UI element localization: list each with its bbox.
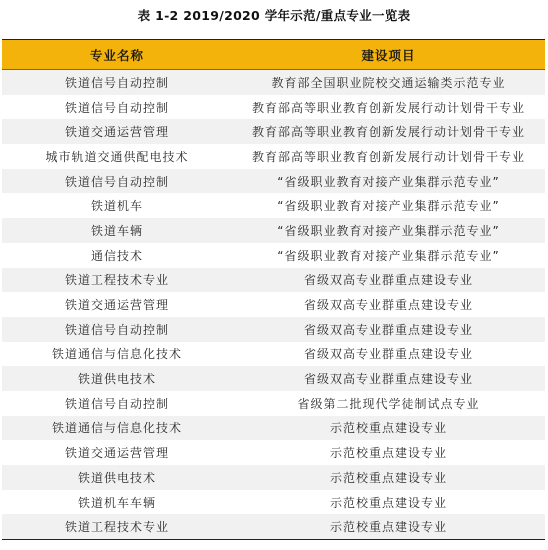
cell-specialty-name: 铁道信号自动控制 xyxy=(64,322,169,337)
cell-construction-project: 教育部高等职业教育创新发展行动计划骨干专业 xyxy=(251,125,525,140)
table-row xyxy=(2,440,545,465)
cell-specialty-name: 铁道通信与信息化技术 xyxy=(51,347,182,362)
cell-construction-project: 省级双高专业群重点建设专业 xyxy=(303,273,473,288)
cell-specialty-name: 铁道信号自动控制 xyxy=(64,174,169,189)
cell-specialty-name: 铁道交通运营管理 xyxy=(64,446,169,461)
cell-construction-project: “省级职业教育对接产业集群示范专业” xyxy=(277,199,500,214)
specialty-table xyxy=(2,39,545,540)
cell-specialty-name: 铁道交通运营管理 xyxy=(64,298,169,313)
cell-specialty-name: 铁道机车 xyxy=(90,199,143,214)
cell-construction-project: 省级双高专业群重点建设专业 xyxy=(303,322,473,337)
table-row xyxy=(2,193,545,218)
cell-specialty-name: 铁道信号自动控制 xyxy=(64,100,169,115)
header-specialty-name: 专业名称 xyxy=(89,47,144,63)
table-row xyxy=(2,366,545,391)
table-row xyxy=(2,218,545,243)
table-row xyxy=(2,342,545,367)
cell-construction-project: “省级职业教育对接产业集群示范专业” xyxy=(277,248,500,263)
cell-specialty-name: 铁道车辆 xyxy=(90,223,143,238)
table-row xyxy=(2,70,545,95)
table-row xyxy=(2,490,545,515)
cell-construction-project: 示范校重点建设专业 xyxy=(329,421,447,436)
cell-construction-project: 省级双高专业群重点建设专业 xyxy=(303,347,473,362)
cell-specialty-name: 铁道工程技术专业 xyxy=(64,273,169,288)
header-construction-project: 建设项目 xyxy=(361,47,416,63)
cell-construction-project: 教育部高等职业教育创新发展行动计划骨干专业 xyxy=(251,100,525,115)
cell-specialty-name: 铁道工程技术专业 xyxy=(64,520,169,535)
cell-construction-project: 省级双高专业群重点建设专业 xyxy=(303,372,473,387)
table-row xyxy=(2,465,545,490)
table-row xyxy=(2,416,545,441)
table-row xyxy=(2,169,545,194)
cell-construction-project: 教育部全国职业院校交通运输类示范专业 xyxy=(271,75,506,90)
table-row xyxy=(2,144,545,169)
cell-specialty-name: 铁道信号自动控制 xyxy=(64,396,169,411)
cell-construction-project: 示范校重点建设专业 xyxy=(329,446,447,461)
cell-construction-project: “省级职业教育对接产业集群示范专业” xyxy=(277,223,500,238)
table-body xyxy=(2,70,545,539)
table-row xyxy=(2,119,545,144)
cell-construction-project: 省级第二批现代学徒制试点专业 xyxy=(297,396,480,411)
cell-specialty-name: 铁道交通运营管理 xyxy=(64,125,169,140)
cell-specialty-name: 通信技术 xyxy=(90,248,143,263)
table-header-row xyxy=(2,39,545,70)
table-row xyxy=(2,292,545,317)
table-row xyxy=(2,95,545,120)
table-row xyxy=(2,243,545,268)
cell-construction-project: 省级双高专业群重点建设专业 xyxy=(303,298,473,313)
cell-specialty-name: 城市轨道交通供配电技术 xyxy=(45,149,189,164)
cell-specialty-name: 铁道通信与信息化技术 xyxy=(51,421,182,436)
table-row xyxy=(2,514,545,539)
cell-specialty-name: 铁道供电技术 xyxy=(77,470,156,485)
cell-construction-project: 示范校重点建设专业 xyxy=(329,520,447,535)
table-row xyxy=(2,391,545,416)
cell-specialty-name: 铁道机车车辆 xyxy=(77,495,156,510)
table-caption: 表 1-2 2019/2020 学年示范/重点专业一览表 xyxy=(137,8,411,23)
cell-specialty-name: 铁道供电技术 xyxy=(77,372,156,387)
table-row xyxy=(2,317,545,342)
cell-construction-project: “省级职业教育对接产业集群示范专业” xyxy=(277,174,500,189)
cell-specialty-name: 铁道信号自动控制 xyxy=(64,75,169,90)
table-row xyxy=(2,268,545,293)
cell-construction-project: 示范校重点建设专业 xyxy=(329,470,447,485)
cell-construction-project: 示范校重点建设专业 xyxy=(329,495,447,510)
cell-construction-project: 教育部高等职业教育创新发展行动计划骨干专业 xyxy=(251,149,525,164)
